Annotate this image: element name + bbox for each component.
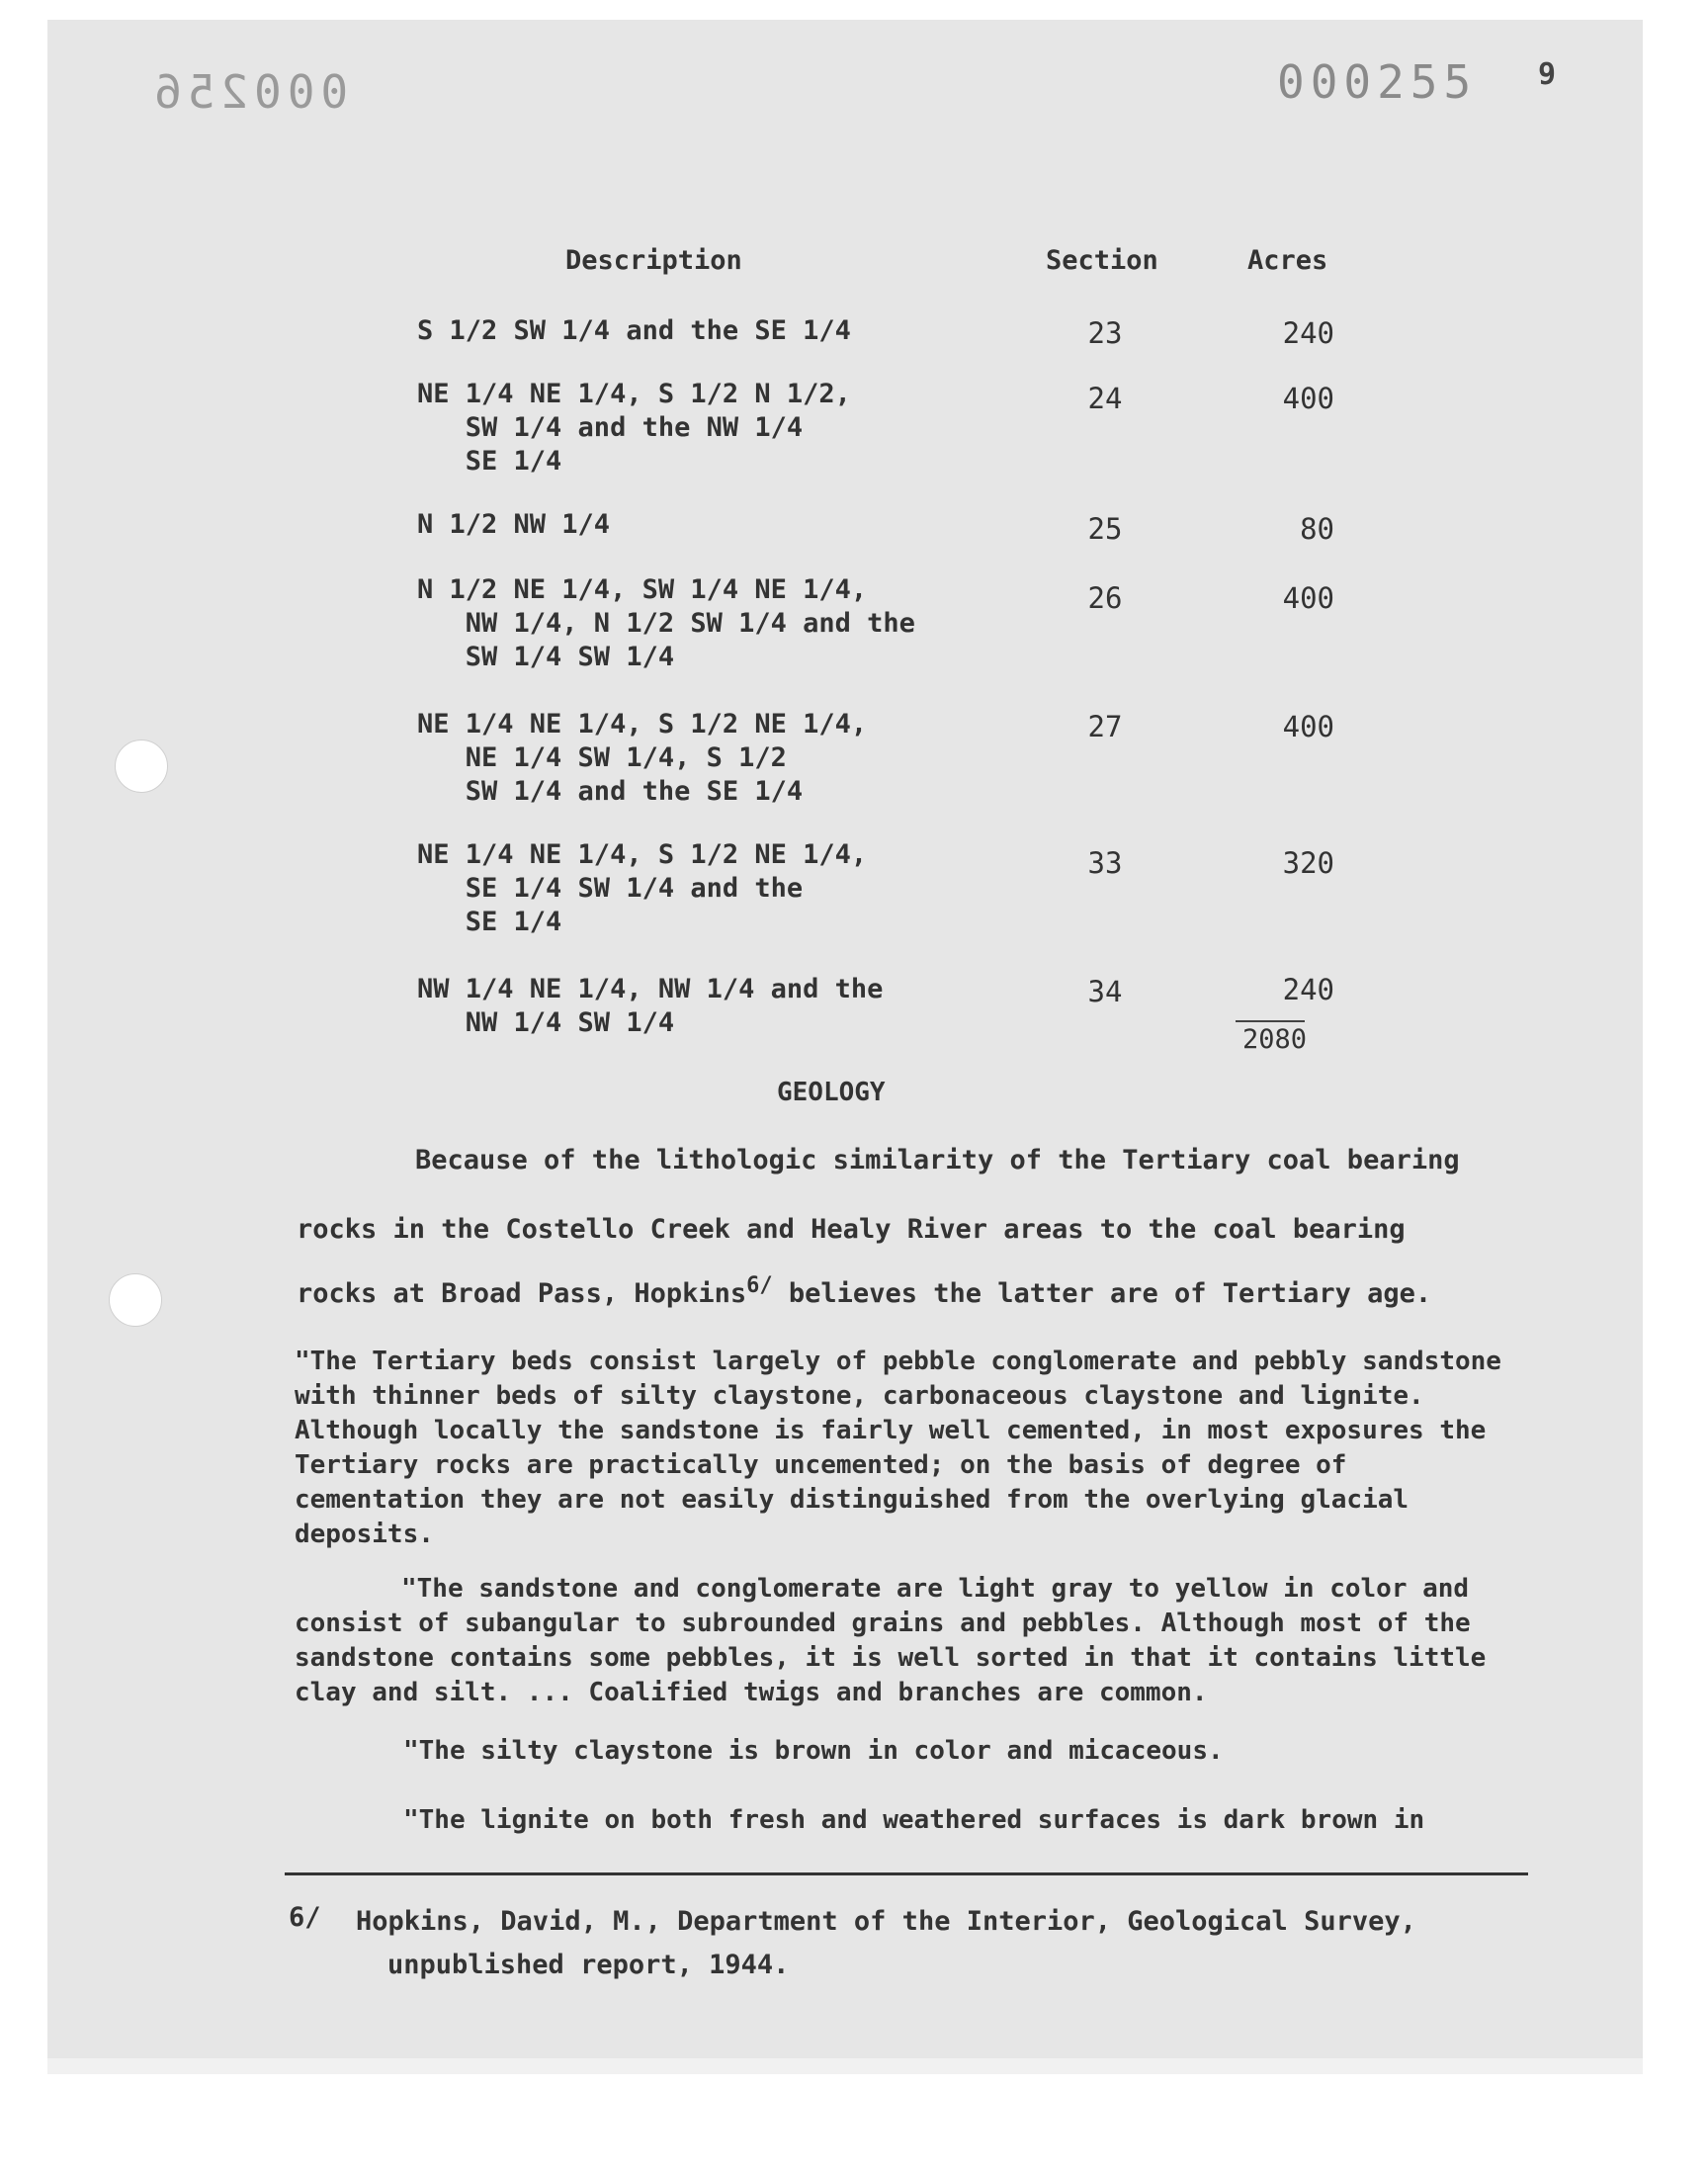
stamp-number: 000255	[1277, 55, 1478, 109]
binder-hole-bottom	[109, 1273, 162, 1327]
table-row-section: 27	[1087, 710, 1123, 743]
table-row-section: 33	[1087, 846, 1123, 880]
table-row-section: 34	[1087, 975, 1123, 1008]
table-row-description: NW 1/4 NE 1/4, NW 1/4 and the NW 1/4 SW 1/4	[417, 974, 884, 1038]
table-row-acres: 240	[1282, 973, 1334, 1006]
paragraph-line: rocks at Broad Pass, Hopkins$^{6/}$ believes the latter are of Tertiary age.	[297, 1273, 1432, 1309]
table-row-acres: 240	[1282, 316, 1334, 350]
table-row-description: NE 1/4 NE 1/4, S 1/2 NE 1/4, SE 1/4 SW 1/4 and the SE 1/4	[417, 839, 868, 937]
sheet-edge	[47, 2058, 1643, 2074]
paragraph-line: rocks in the Costello Creek and Healy River areas to the coal bearing	[297, 1214, 1406, 1245]
table-row-description: NE 1/4 NE 1/4, S 1/2 N 1/2, SW 1/4 and the NW 1/4 SE 1/4	[417, 379, 851, 477]
table-row-section: 25	[1087, 512, 1123, 546]
mirrored-stamp-number: 000256	[148, 65, 349, 119]
section-heading-geology: GEOLOGY	[777, 1078, 886, 1107]
table-row-acres: 400	[1282, 710, 1334, 743]
table-row-section: 24	[1087, 382, 1123, 415]
quote-paragraph: "The Tertiary beds consist largely of pebble conglomerate and pebbly sandstone with thinner beds of silty claystone, carbonaceous claystone and lignite. Although locally the sandstone is fairly well cemented, in most exposures the Tertiary rocks are practically uncemented; on the basis of degree of cementation they are not easily distinguished from the overlying glacial deposits.	[295, 1347, 1501, 1549]
footnote-line: unpublished report, 1944.	[387, 1950, 790, 1980]
table-row-acres: 400	[1282, 382, 1334, 415]
header-section: Section	[1046, 245, 1158, 276]
table-row-description: NE 1/4 NE 1/4, S 1/2 NE 1/4, NE 1/4 SW 1/4, S 1/2 SW 1/4 and the SE 1/4	[417, 709, 868, 807]
footnote-line: Hopkins, David, M., Department of the Interior, Geological Survey,	[356, 1906, 1416, 1937]
table-row-acres: 400	[1282, 581, 1334, 615]
acres-total: 2080	[1241, 1024, 1307, 1055]
page-number: 9	[1538, 57, 1557, 92]
total-rule	[1236, 1020, 1305, 1022]
quote-paragraph: "The sandstone and conglomerate are light gray to yellow in color and consist of subangular to subrounded grains and pebbles. Although most of the sandstone contains some pebbles, it is well sorted in that it contains little clay and silt. ... Coalified twigs and branches are common.	[295, 1574, 1487, 1707]
table-row-section: 26	[1087, 581, 1123, 615]
header-description: Description	[565, 245, 742, 276]
table-row-acres: 320	[1282, 846, 1334, 880]
table-row-section: 23	[1087, 316, 1123, 350]
table-row-description: N 1/2 NE 1/4, SW 1/4 NE 1/4, NW 1/4, N 1/2 SW 1/4 and the SW 1/4 SW 1/4	[417, 574, 915, 672]
header-acres: Acres	[1247, 245, 1328, 276]
paragraph-line: Because of the lithologic similarity of the Tertiary coal bearing	[415, 1145, 1460, 1175]
binder-hole-top	[115, 740, 168, 793]
footnote-mark: 6/	[289, 1902, 321, 1933]
table-row-description: N 1/2 NW 1/4	[417, 509, 611, 540]
footnote-rule	[285, 1872, 1528, 1875]
quote-paragraph: "The lignite on both fresh and weathered surfaces is dark brown in	[403, 1805, 1425, 1835]
table-row-acres: 80	[1300, 512, 1334, 546]
table-row-description: S 1/2 SW 1/4 and the SE 1/4	[417, 315, 851, 346]
quote-paragraph: "The silty claystone is brown in color and micaceous.	[403, 1736, 1224, 1766]
footnote-reference: 6/	[746, 1273, 773, 1298]
